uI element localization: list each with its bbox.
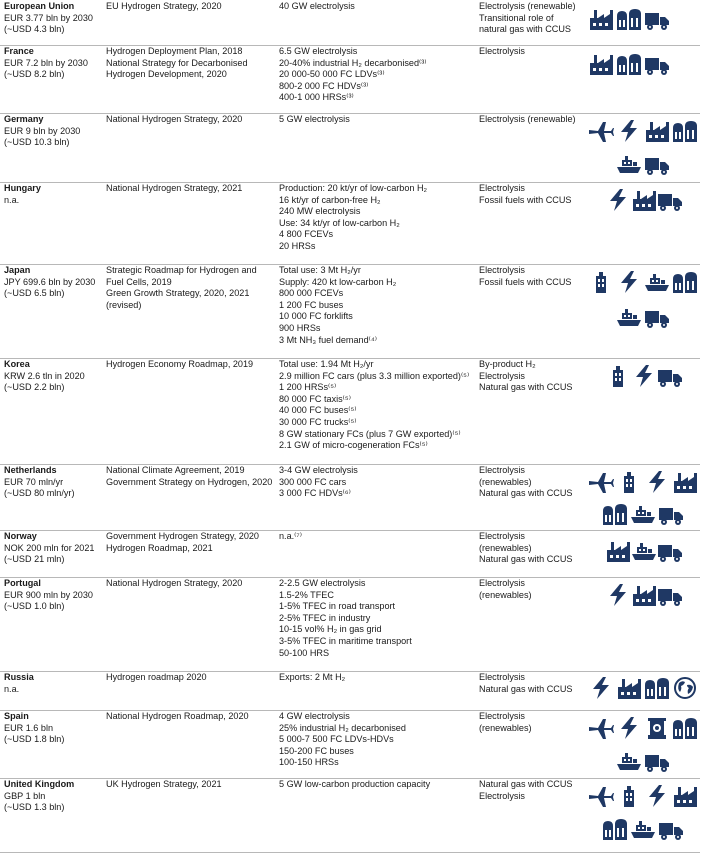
truck-icon (644, 7, 670, 31)
targets-line: 1-5% TFEC in road transport (279, 601, 396, 612)
targets-line: 800 000 FCEVs (279, 288, 344, 299)
production-line: Fossil fuels with CCUS (479, 276, 572, 287)
targets-line: 20 000-50 000 FC LDVs⁽³⁾ (279, 69, 385, 80)
country-row (0, 264, 700, 359)
production-line: Fossil fuels with CCUS (479, 194, 572, 205)
budget-line: (~USD 2.2 bln) (4, 382, 65, 393)
budget-line: EUR 1.6 bln (4, 722, 54, 733)
production-line: Natural gas with CCUS (479, 554, 573, 565)
targets-line: 1 200 FC buses (279, 299, 344, 310)
strategies-line: Hydrogen Economy Roadmap, 2019 (106, 359, 254, 369)
targets-line: Exports: 2 Mt H₂ (279, 672, 346, 682)
budget-line: EUR 900 mln by 2030 (4, 589, 93, 600)
buildings-icon (616, 52, 642, 76)
production-cell (479, 359, 587, 394)
targets-line: 5 GW low-carbon production capacity (279, 779, 431, 789)
production-line: Transitional role of (479, 12, 554, 23)
airplane-icon (588, 119, 614, 143)
industry-icon (631, 583, 657, 607)
buildings-icon (616, 7, 642, 31)
budget-line: KRW 2.6 tln in 2020 (4, 370, 85, 381)
production-line: Electrolysis (479, 578, 525, 588)
country-cell (4, 1, 100, 36)
truck-icon (644, 305, 670, 329)
targets-line: 10 000 FC forklifts (279, 311, 353, 322)
targets-cell (279, 1, 475, 13)
end-use-icons (588, 359, 700, 439)
end-use-icons (588, 265, 700, 345)
strategy-cell (106, 265, 278, 311)
production-line: By-product H₂ (479, 359, 536, 369)
targets-line: 400-1 000 HRSs⁽³⁾ (279, 92, 354, 103)
production-line: Electrolysis (479, 465, 525, 475)
country-name: Norway (4, 531, 37, 541)
production-line: Electrolysis (479, 370, 525, 381)
targets-line: 20 HRSs (279, 240, 316, 251)
power-icon (588, 676, 614, 700)
truck-icon (657, 583, 683, 607)
targets-line: Total use: 1.94 Mt H₂/yr (279, 359, 374, 369)
production-line: Electrolysis (479, 46, 525, 56)
industry-icon (605, 539, 631, 563)
budget-line: JPY 699.6 bln by 2030 (4, 276, 96, 287)
ship-icon (630, 502, 656, 526)
production-line: Electrolysis (479, 672, 525, 682)
targets-line: 40 GW electrolysis (279, 1, 355, 11)
truck-icon (644, 52, 670, 76)
budget-line: EUR 70 mln/yr (4, 476, 64, 487)
strategies-line: National Climate Agreement, 2019 (106, 465, 245, 475)
country-row (0, 45, 700, 114)
production-line: (renewables) (479, 589, 532, 600)
country-name: Japan (4, 265, 31, 275)
targets-cell (279, 265, 475, 346)
tower-icon (616, 784, 642, 808)
targets-line: 150-200 FC buses (279, 745, 354, 756)
targets-line: 80 000 FC taxis⁽⁵⁾ (279, 393, 351, 404)
strategy-cell (106, 711, 278, 723)
ship-icon (630, 817, 656, 841)
budget-line: (~USD 4.3 bln) (4, 24, 65, 35)
strategy-cell (106, 578, 278, 590)
production-cell (479, 465, 587, 500)
targets-cell (279, 46, 475, 104)
strategies-line: Government Strategy on Hydrogen, 2020 (106, 476, 273, 487)
ship-icon (644, 270, 670, 294)
targets-line: 6.5 GW electrolysis (279, 46, 358, 56)
power-icon (616, 716, 642, 740)
truck-icon (657, 539, 683, 563)
budget-line: n.a. (4, 194, 20, 205)
budget-line: EUR 3.77 bln by 2030 (4, 12, 93, 23)
country-name: United Kingdom (4, 779, 75, 789)
buildings-icon (672, 270, 698, 294)
country-cell (4, 183, 100, 206)
strategy-cell (106, 1, 278, 13)
industry-icon (616, 676, 642, 700)
targets-line: 16 kt/yr of carbon-free H₂ (279, 194, 381, 205)
strategies-line: National Hydrogen Roadmap, 2020 (106, 711, 249, 721)
targets-line: 1.5-2% TFEC (279, 589, 334, 600)
targets-line: 50-100 HRS (279, 647, 330, 658)
tower-icon (605, 364, 631, 388)
production-cell (479, 265, 587, 288)
end-use-icons (588, 779, 700, 859)
country-row (0, 113, 700, 183)
targets-line: n.a.⁽⁷⁾ (279, 531, 302, 541)
country-row (0, 577, 700, 672)
end-use-icons (588, 183, 700, 263)
industry-icon (588, 7, 614, 31)
airplane-icon (588, 716, 614, 740)
strategies-line: National Strategy for Decarbonised (106, 57, 248, 68)
budget-line: (~USD 8.2 bln) (4, 69, 65, 80)
power-icon (616, 119, 642, 143)
targets-line: 30 000 FC trucks⁽⁵⁾ (279, 416, 357, 427)
targets-line: 20-40% industrial H₂ decarbonised⁽³⁾ (279, 57, 427, 68)
country-row (0, 710, 700, 779)
country-row (0, 464, 700, 531)
power-icon (605, 188, 631, 212)
strategies-line: Green Growth Strategy, 2020, 2021 (106, 288, 250, 299)
production-cell (479, 531, 587, 566)
production-line: Natural gas with CCUS (479, 779, 573, 789)
targets-line: 2-5% TFEC in industry (279, 612, 371, 623)
targets-line: 5 GW electrolysis (279, 114, 350, 124)
targets-line: 240 MW electrolysis (279, 206, 361, 217)
strategy-cell (106, 359, 278, 371)
country-name: Germany (4, 114, 44, 124)
targets-line: 1 200 HRSs⁽⁵⁾ (279, 382, 337, 393)
strategies-line: Fuel Cells, 2019 (106, 276, 172, 287)
budget-line: EUR 9 bln by 2030 (4, 125, 81, 136)
targets-line: Use: 34 kt/yr of low-carbon H₂ (279, 217, 400, 228)
power-icon (605, 583, 631, 607)
power-icon (616, 270, 642, 294)
production-cell (479, 1, 587, 36)
budget-line: (~USD 1.3 bln) (4, 802, 65, 813)
production-line: (renewables) (479, 476, 532, 487)
country-cell (4, 578, 100, 613)
targets-line: Supply: 420 kt low-carbon H₂ (279, 276, 397, 287)
industry-icon (631, 188, 657, 212)
targets-line: 900 HRSs (279, 322, 321, 333)
buildings-icon (644, 676, 670, 700)
strategies-line: UK Hydrogen Strategy, 2021 (106, 779, 222, 789)
strategies-line: EU Hydrogen Strategy, 2020 (106, 1, 222, 11)
country-name: Hungary (4, 183, 41, 193)
production-line: Electrolysis (479, 790, 525, 801)
targets-line: 25% industrial H₂ decarbonised (279, 722, 406, 733)
budget-line: (~USD 80 mln/yr) (4, 488, 75, 499)
targets-line: 10-15 vol% H₂ in gas grid (279, 624, 382, 635)
targets-line: Production: 20 kt/yr of low-carbon H₂ (279, 183, 428, 193)
truck-icon (658, 817, 684, 841)
country-name: Russia (4, 672, 34, 682)
industry-icon (672, 784, 698, 808)
production-line: natural gas with CCUS (479, 24, 571, 35)
country-name: Portugal (4, 578, 41, 588)
budget-line: (~USD 1.8 bln) (4, 734, 65, 745)
strategies-line: National Hydrogen Strategy, 2021 (106, 183, 243, 193)
buildings-icon (602, 817, 628, 841)
targets-line: 2-2.5 GW electrolysis (279, 578, 366, 588)
production-cell (479, 183, 587, 206)
production-line: Electrolysis (renewable) (479, 1, 576, 11)
country-cell (4, 265, 100, 300)
country-row (0, 671, 700, 711)
strategies-line: Strategic Roadmap for Hydrogen and (106, 265, 257, 275)
budget-line: (~USD 6.5 bln) (4, 288, 65, 299)
targets-line: 40 000 FC buses⁽⁵⁾ (279, 405, 357, 416)
production-cell (479, 114, 587, 126)
strategy-cell (106, 183, 278, 195)
ship-icon (616, 305, 642, 329)
strategies-line: National Hydrogen Strategy, 2020 (106, 114, 243, 124)
production-line: Electrolysis (479, 183, 525, 193)
targets-cell (279, 578, 475, 659)
country-cell (4, 711, 100, 746)
production-cell (479, 672, 587, 695)
tower-icon (588, 270, 614, 294)
targets-line: 300 000 FC cars (279, 476, 347, 487)
country-name: Netherlands (4, 465, 57, 475)
targets-line: 4 800 FCEVs (279, 229, 334, 240)
production-line: Electrolysis (479, 711, 525, 721)
targets-line: 3 000 FC HDVs⁽⁶⁾ (279, 488, 351, 499)
country-row (0, 182, 700, 265)
strategy-cell (106, 531, 278, 554)
production-line: Natural gas with CCUS (479, 382, 573, 393)
production-line: Electrolysis (479, 265, 525, 275)
industry-icon (588, 52, 614, 76)
airplane-icon (588, 470, 614, 494)
targets-cell (279, 531, 475, 543)
truck-icon (644, 749, 670, 773)
targets-line: 2.1 GW of micro-cogeneration FCs⁽⁵⁾ (279, 440, 428, 451)
budget-line: (~USD 10.3 bln) (4, 137, 70, 148)
targets-cell (279, 465, 475, 500)
targets-line: 3-5% TFEC in maritime transport (279, 635, 412, 646)
airplane-icon (588, 784, 614, 808)
strategy-cell (106, 672, 278, 684)
country-cell (4, 46, 100, 81)
power-icon (631, 364, 657, 388)
production-line: Electrolysis (renewable) (479, 114, 576, 124)
strategies-line: Hydrogen Development, 2020 (106, 69, 227, 80)
truck-icon (658, 502, 684, 526)
power-icon (644, 470, 670, 494)
industry-icon (644, 119, 670, 143)
strategies-line: (revised) (106, 299, 142, 310)
country-row (0, 530, 700, 578)
truck-icon (657, 188, 683, 212)
country-cell (4, 114, 100, 149)
strategy-cell (106, 465, 278, 488)
strategies-line: Hydrogen Roadmap, 2021 (106, 542, 213, 553)
budget-line: (~USD 21 mln) (4, 554, 65, 565)
country-cell (4, 531, 100, 566)
targets-cell (279, 114, 475, 126)
truck-icon (657, 364, 683, 388)
production-cell (479, 578, 587, 601)
production-cell (479, 711, 587, 734)
budget-line: n.a. (4, 683, 20, 694)
production-line: (renewables) (479, 542, 532, 553)
targets-line: 3-4 GW electrolysis (279, 465, 358, 475)
production-line: Natural gas with CCUS (479, 683, 573, 694)
ship-icon (616, 152, 642, 176)
strategies-line: Hydrogen Deployment Plan, 2018 (106, 46, 243, 56)
globe-icon (672, 676, 698, 700)
targets-cell (279, 711, 475, 769)
strategies-line: Hydrogen roadmap 2020 (106, 672, 207, 682)
buildings-icon (602, 502, 628, 526)
country-row (0, 778, 700, 853)
targets-line: 800-2 000 FC HDVs⁽³⁾ (279, 80, 369, 91)
country-name: European Union (4, 1, 75, 11)
power-icon (644, 784, 670, 808)
industry-icon (672, 470, 698, 494)
targets-line: 3 Mt NH₃ fuel demand⁽⁴⁾ (279, 334, 378, 345)
targets-line: 5 000-7 500 FC LDVs-HDVs (279, 734, 394, 745)
budget-line: (~USD 1.0 bln) (4, 601, 65, 612)
budget-line: GBP 1 bln (4, 790, 46, 801)
targets-cell (279, 183, 475, 253)
country-cell (4, 359, 100, 394)
targets-line: 8 GW stationary FCs (plus 7 GW exported)⁽⁵⁾ (279, 428, 461, 439)
fuel-icon (644, 716, 670, 740)
targets-cell (279, 359, 475, 452)
country-cell (4, 672, 100, 695)
production-line: Natural gas with CCUS (479, 488, 573, 499)
buildings-icon (672, 119, 698, 143)
production-cell (479, 779, 587, 802)
targets-cell (279, 779, 475, 791)
production-cell (479, 46, 587, 58)
ship-icon (631, 539, 657, 563)
strategy-cell (106, 779, 278, 791)
targets-line: Total use: 3 Mt H₂/yr (279, 265, 361, 275)
production-line: (renewables) (479, 722, 532, 733)
strategy-cell (106, 46, 278, 81)
strategy-cell (106, 114, 278, 126)
country-cell (4, 779, 100, 814)
production-line: Electrolysis (479, 531, 525, 541)
targets-line: 2.9 million FC cars (plus 3.3 million exported)⁽⁵⁾ (279, 370, 470, 381)
budget-line: NOK 200 mln for 2021 (4, 542, 95, 553)
budget-line: EUR 7.2 bln by 2030 (4, 57, 88, 68)
country-name: France (4, 46, 34, 56)
tower-icon (616, 470, 642, 494)
end-use-icons (588, 578, 700, 658)
country-name: Korea (4, 359, 30, 369)
targets-cell (279, 672, 475, 684)
strategies-line: Government Hydrogen Strategy, 2020 (106, 531, 259, 541)
ship-icon (616, 749, 642, 773)
buildings-icon (672, 716, 698, 740)
strategies-line: National Hydrogen Strategy, 2020 (106, 578, 243, 588)
targets-line: 4 GW electrolysis (279, 711, 350, 721)
country-row (0, 358, 700, 465)
truck-icon (644, 152, 670, 176)
country-name: Spain (4, 711, 29, 721)
country-cell (4, 465, 100, 500)
targets-line: 100-150 HRSs (279, 757, 339, 768)
country-row (0, 0, 700, 46)
